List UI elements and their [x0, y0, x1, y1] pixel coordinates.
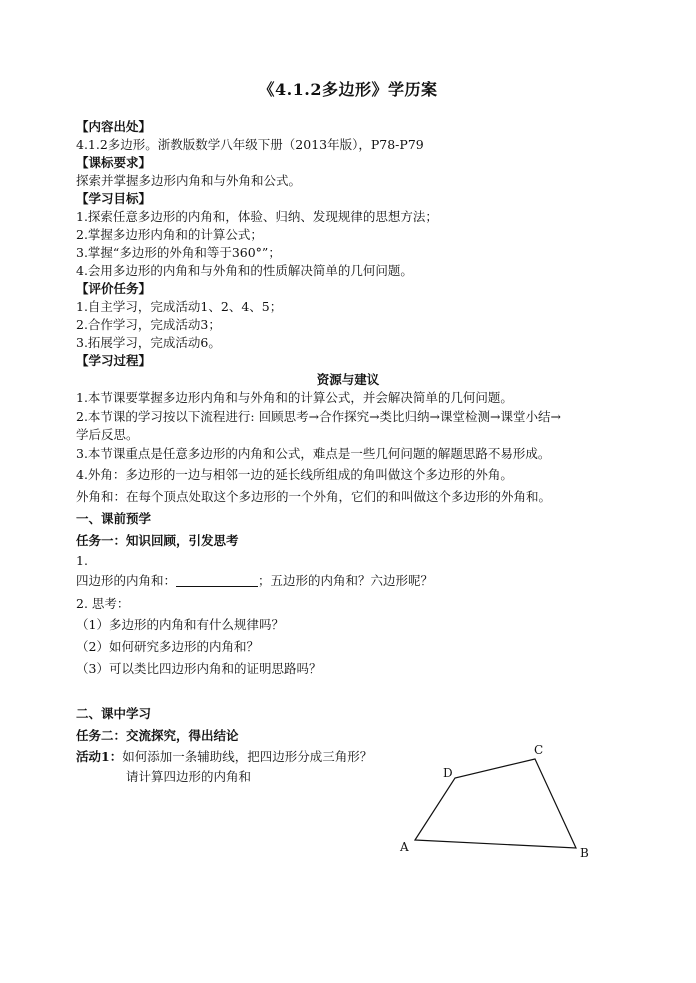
tasks-heading: 【评价任务】 [76, 281, 152, 296]
question1-part-a: 四边形的内角和： [76, 573, 177, 588]
standard-text: 探索并掌握多边形内角和与外角和公式。 [76, 173, 302, 188]
goal-item: 1.探索任意多边形的内角和，体验、归纳、发现规律的思想方法； [76, 209, 438, 224]
question2-item: （1）多边形的内角和有什么规律吗？ [76, 617, 284, 632]
quadrilateral-abcd [415, 759, 576, 848]
process-heading: 【学习过程】 [76, 353, 152, 368]
goal-item: 2.掌握多边形内角和的计算公式； [76, 227, 263, 242]
vertex-label-c: C [534, 743, 544, 757]
page-title: 《4.1.2多边形》学历案 [258, 80, 438, 99]
question2-item: （2）如何研究多边形的内角和？ [76, 639, 259, 654]
task2-heading: 任务二：交流探究，得出结论 [76, 728, 239, 743]
vertex-label-d: D [443, 766, 453, 780]
question2-heading: 2. 思考： [76, 596, 130, 611]
resource-item: 4.外角：多边形的一边与相邻一边的延长线所组成的角叫做这个多边形的外角。 [76, 467, 513, 482]
question1-line [76, 572, 433, 590]
source-text: 4.1.2多边形。浙教版数学八年级下册（2013年版），P78-P79 [76, 137, 424, 152]
task-item: 2.合作学习，完成活动3； [76, 317, 221, 332]
question1-part-b: ；五边形的内角和？六边形呢？ [258, 573, 434, 588]
part1-heading: 一、课前预学 [76, 511, 152, 526]
part2-heading: 二、课中学习 [76, 706, 152, 721]
resource-item: 学后反思。 [76, 427, 139, 442]
goal-item: 4.会用多边形的内角和与外角和的性质解决简单的几何问题。 [76, 263, 413, 278]
standard-heading: 【课标要求】 [76, 155, 152, 170]
resource-item: 3.本节课重点是任意多边形的内角和公式，难点是一些几何问题的解题思路不易形成。 [76, 446, 551, 461]
activity1-label: 活动1： [76, 749, 123, 764]
resource-item: 1.本节课要掌握多边形内角和与外角和的计算公式，并会解决简单的几何问题。 [76, 390, 513, 405]
task-item: 1.自主学习，完成活动1、2、4、5； [76, 299, 283, 314]
answer-blank[interactable] [176, 574, 258, 587]
activity1-subtext: 请计算四边形的内角和 [126, 769, 252, 784]
activity1-text: 如何添加一条辅助线，把四边形分成三角形？ [122, 749, 373, 764]
quadrilateral-figure [390, 735, 610, 865]
vertex-label-b: B [580, 846, 589, 860]
task1-heading: 任务一：知识回顾，引发思考 [76, 533, 239, 548]
task-item: 3.拓展学习，完成活动6。 [76, 335, 221, 350]
activity1-line [76, 748, 372, 766]
resources-heading: 资源与建议 [316, 372, 380, 387]
goal-item: 3.掌握“多边形的外角和等于360°”； [76, 245, 281, 260]
goals-heading: 【学习目标】 [76, 191, 152, 206]
question2-item: （3）可以类比四边形内角和的证明思路吗？ [76, 661, 322, 676]
question1-number: 1. [76, 553, 88, 568]
resource-item: 2.本节课的学习按以下流程进行: 回顾思考→合作探究→类比归纳→课堂检测→课堂小结→ [76, 409, 561, 424]
source-heading: 【内容出处】 [76, 119, 152, 134]
vertex-label-a: A [400, 840, 409, 854]
resource-item: 外角和：在每个顶点处取这个多边形的一个外角，它们的和叫做这个多边形的外角和。 [76, 489, 552, 504]
